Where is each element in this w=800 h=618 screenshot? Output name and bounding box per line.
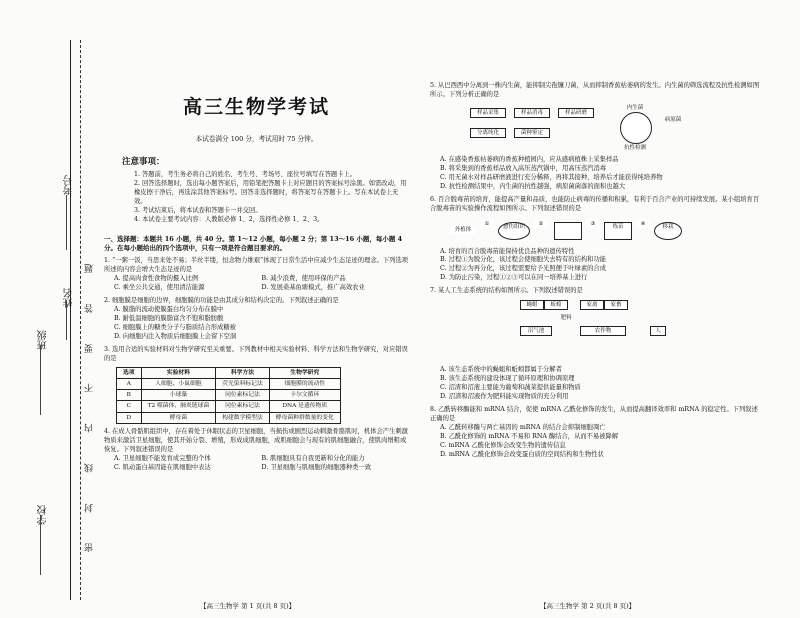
q7-diagram (520, 300, 760, 362)
option-c: C. 用无菌水对样品研磨液进行充分稀释，再将其接种，培养后才能获得纯培养物 (440, 173, 663, 181)
field-banji: 班级 (38, 330, 49, 350)
option-d: D. 发展桑基鱼塘模式，推广高效农业 (261, 284, 365, 292)
question-5: 5. 从巴西西中分离到一株内生菌，能抑制尖孢镰刀菌，从而抑制香蕉枯萎病的发生。内生菌的筛选流程及抗性检测如图所示。下列分析正确的是 (430, 82, 760, 98)
question-6: 6. 百合脱毒苗的培育，能提高产量和品质，也能防止病毒的传播和积累，有利于百合产业的可持续发展。某小组培育百合脱毒苗的实验操作流程如图所示。下列叙述错误的是 (430, 195, 760, 212)
diagram-box: 分离纯化 (470, 128, 506, 138)
petri-dish (620, 112, 652, 144)
note-item: 2. 回答选择题时，选出每小题答案后，用铅笔把答题卡上对应题目的答案标号涂黑。如需改动，用橡皮擦干净后，再选涂其他答案标号。回答非选择题时，将答案写在答题卡上。写在本试卷上无效。 (134, 180, 407, 206)
table-cell: 荧光染料标记法 (216, 378, 270, 389)
table-cell: 小球藻 (141, 390, 216, 401)
diagram-box: 农作物 (580, 326, 626, 336)
diagram-box: 家畜 (604, 300, 628, 310)
table-cell: D (117, 412, 142, 423)
option-b: B. 肌细胞具有自我更新和分化的能力 (261, 454, 365, 462)
xingming-blank (66, 300, 67, 340)
diagram-label: 病原菌 (664, 116, 682, 123)
option-c: C. 肌动蛋白基因能在肌细胞中表达 (114, 463, 211, 471)
seal-line (80, 40, 81, 600)
option-d: D. 抗性检测结果中，内生菌的抗性越强，病原菌菌落的面积也越大 (440, 182, 626, 190)
option-c: C. 过程②为再分化，该过程需要给予光照便于叶绿素的合成 (440, 265, 607, 273)
option-b: B. 耐低温细胞的膜脂富含不饱和脂肪酸 (114, 315, 224, 323)
diagram-label: ③ (586, 220, 600, 228)
option-c: C. 细胞膜上的糖类分子与脂质结合形成糖被 (114, 324, 236, 332)
kaohao-blank (66, 195, 67, 250)
diagram-box: 愈伤组织 (498, 222, 530, 240)
page-1 (104, 20, 409, 473)
table-row (117, 378, 341, 389)
binding-margin (0, 0, 95, 618)
question-8: 8. 乙酰转移酶能和 mRNA 结合，促使 mRNA 乙酰化修饰的发生，从而提高翻译效率和 mRNA 的稳定性。下列叙述正确的是 (430, 405, 758, 422)
diagram-box: 人 (650, 326, 666, 336)
q6-diagram (450, 218, 760, 244)
option-a: A. 在感染香蕉枯萎病的香蕉种植园内，应从感病植株上采集样品 (440, 155, 619, 163)
option-c: C. mRNA 乙酰化修饰会改变生物的遗传信息 (440, 441, 566, 449)
note-item: 3. 考试结束后，将本试卷和答题卡一并交回。 (134, 207, 262, 215)
diagram-box: 沼气池 (520, 326, 552, 336)
margin-line (70, 40, 71, 600)
notes-heading: 注意事项： (122, 157, 165, 168)
field-xuexiao: 学校 (38, 505, 49, 525)
field-xingming: 姓名 (64, 288, 75, 308)
diagram-box: 家禽 (580, 300, 604, 310)
section-heading: 一、选择题：本题共 16 小题，共 40 分。第 1～12 小题，每小题 2 分；第 13～16 小题，每小题 4 分。在每小题给出的四个选项中，只有一项是符合题目要求的。 (104, 235, 403, 253)
table-cell: 同位素标记法 (216, 390, 270, 401)
option-d: D. mRNA 乙酰化修饰会改变蛋白质的空间结构和生物性状 (440, 450, 604, 458)
exam-subtitle: 本试卷满分 100 分，考试用时 75 分钟。 (195, 134, 318, 143)
diagram-label: ④ (636, 220, 650, 228)
table-header: 实验材料 (141, 367, 216, 378)
table-cell: 构建数学模型法 (216, 412, 270, 423)
table-header: 选项 (117, 367, 142, 378)
table-cell: 同位素标记法 (216, 401, 270, 412)
page-footer: 【高三生物学 第 1 页(共 8 页)】 (200, 602, 296, 610)
diagram-label: 外植体 (450, 226, 476, 234)
diagram-box (554, 222, 582, 240)
table-cell: 卡尔文循环 (269, 390, 340, 401)
diagram-box: 蝇蛆 (520, 300, 544, 310)
table-header: 科学方法 (216, 367, 270, 378)
options-row (114, 275, 409, 284)
xuexiao-blank (40, 515, 41, 575)
diagram-box: 菌种鉴定 (514, 128, 550, 138)
option-d: D. 向细胞内注入物质后细胞膜上会留下空洞 (114, 332, 237, 340)
question-7: 7. 某人工生态系统的结构如图所示。下列叙述错误的是 (430, 287, 583, 295)
option-b: B. 过程①为脱分化，该过程会使细胞失去特有的结构和功能 (440, 256, 607, 264)
option-c: C. 乘坐公共交通，使用清洁能源 (114, 284, 205, 292)
table-cell: 细胞膜的流动性 (269, 378, 340, 389)
diagram-box: 样品研磨 (558, 108, 594, 118)
note-item: 4. 本试卷主要考试内容：人教版必修 1、2，选择性必修 1、2、3。 (134, 216, 324, 224)
option-d: D. 为防止污染，过程①②③可以在同一培养基上进行 (440, 274, 588, 282)
table-cell: 酵母菌 (141, 412, 216, 423)
question-1: 1. “一粥一饭，当思来处不易；半丝半缕，恒念物力维艰”体现了日常生活中应减少生态足迹的理念。下列选项所述的内容会增大生态足迹的是 (104, 257, 409, 274)
options-row (114, 455, 409, 464)
option-b: B. 减少浪费，使用环保的产品 (261, 275, 346, 283)
question-2: 2. 细胞膜是细胞的边界，细胞膜的功能是由其成分和结构决定的。下列叙述正确的是 (104, 297, 339, 305)
diagram-box: 蚯蚓 (544, 300, 568, 310)
field-kaohao: 考号 (64, 175, 75, 195)
table-row (117, 390, 341, 401)
table-cell: C (117, 401, 142, 412)
page-footer: 【高三生物学 第 2 页(共 8 页)】 (540, 602, 636, 610)
question-3: 3. 选用合适的实验材料对生物学研究至关重要。下列教材中相关实验材料、科学方法和生物学研究，对应错误的是 (104, 345, 408, 362)
diagram-label: ① (480, 220, 494, 228)
diagram-box: 样品消毒 (514, 108, 550, 118)
options-row (114, 464, 409, 473)
exam-title: 高三生物学考试 (182, 96, 330, 118)
table-cell: 人细胞、小鼠细胞 (141, 378, 216, 389)
seal-text: 密 封 线 内 不 要 答 题 (85, 250, 95, 553)
table-cell: T2 噬菌体、肺炎链球菌 (141, 401, 216, 412)
diagram-label: 抗性检测 (623, 144, 646, 151)
table-header: 生物学研究 (269, 367, 340, 378)
table-cell: DNA 是遗传物质 (269, 401, 340, 412)
option-d: D. 卫星细胞与肌细胞的细胞器种类一致 (261, 463, 372, 471)
option-a: A. 培育的百合脱毒苗能保持优良品种的遗传特性 (440, 247, 575, 255)
q5-diagram (470, 104, 760, 152)
diagram-label: 肥料 (560, 315, 572, 322)
diagram-box: 炼苗 (604, 222, 632, 240)
question-4: 4. 在成人骨骼肌组织中，存在着处于休眠状态的卫星细胞，当损伤或剧烈运动刺激骨骼肌时，机体会产生刺激物质来激活卫星细胞，使其开始分裂、增殖，形成成肌细胞，成肌细胞会与现有的肌细胞融合，使肌肉增粗或恢复。下列叙述错误的是 (104, 427, 408, 453)
option-a: A. 乙酰转移酶与两亡基因的 mRNA 的结合会抑制细胞凋亡 (440, 423, 606, 431)
option-a: A. 膜脂的流动使膜蛋白均匀分布在膜中 (114, 306, 224, 314)
option-b: B. 该生态系统的建设体现了循环原理和协调原理 (440, 375, 575, 383)
option-a: A. 卫星细胞不能发育成完整的个体 (114, 454, 211, 462)
q3-table (116, 367, 341, 424)
diagram-label: 内生菌 (626, 104, 644, 111)
diagram-box: 样品采集 (470, 108, 506, 118)
option-a: A. 该生态系统中的蝇蛆和蚯蚓都属于分解者 (440, 366, 562, 374)
banji-blank (40, 345, 41, 415)
table-row (117, 412, 341, 423)
option-b: B. 乙酰化修饰的 mRNA 不易和 RNA 酶结合，从而不易被降解 (440, 432, 619, 440)
table-row (117, 401, 341, 412)
option-c: C. 沼渣和沼液主要能为葡萄和蔬菜提供能量和物质 (440, 384, 581, 392)
table-cell: B (117, 390, 142, 401)
diagram-box: 移栽 (654, 222, 682, 240)
diagram-label: ② (534, 220, 548, 228)
option-a: A. 提高肉食性食物的摄入比例 (114, 275, 199, 283)
option-b: B. 将采集到的香蕉样品放入高压蒸汽锅中，用高压蒸汽消毒 (440, 164, 607, 172)
table-cell: A (117, 378, 142, 389)
options-row (114, 284, 409, 293)
option-d: D. 沼渣和沼液作为肥料能实现物质的充分利用 (440, 393, 569, 400)
table-cell: 酵母菌种群数量的变化 (269, 412, 340, 423)
page-2 (430, 20, 760, 460)
note-item: 1. 答题前，考生务必将自己的姓名、考生号、考场号、座位号填写在答题卡上。 (134, 171, 357, 179)
